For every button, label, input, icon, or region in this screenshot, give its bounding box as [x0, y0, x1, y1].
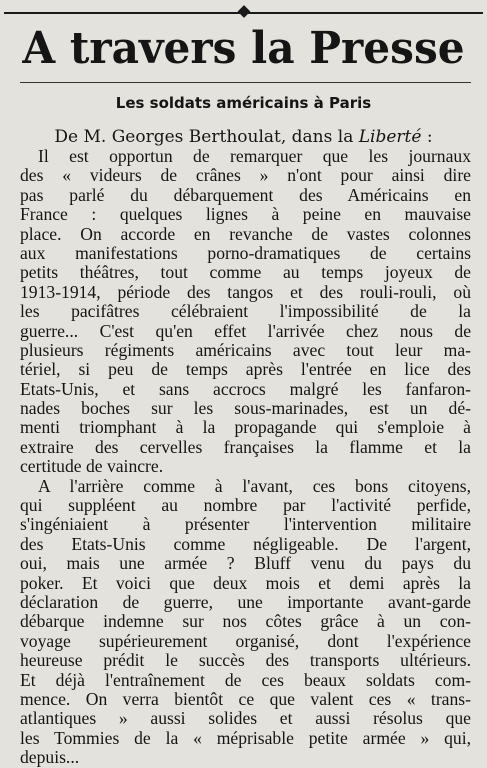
- text-line: extraire des cervelles françaises la flamme et la: [20, 436, 471, 457]
- text-line: menti triomphant à la propagande qui s'emploie à: [20, 417, 471, 438]
- text-line: depuis...: [20, 747, 80, 768]
- article-source-line: [0, 126, 487, 148]
- text-line: Il est opportun de remarquer que les journaux: [38, 146, 471, 166]
- text-line: atlantiques » aussi solides et aussi résolus que: [20, 708, 471, 729]
- top-rule-divider: [4, 10, 483, 16]
- text-line: mence. On verra bientôt ce que valent ces « trans-: [20, 688, 471, 709]
- column-title: A travers la Presse: [22, 23, 465, 74]
- text-line: 1913-1914, période des tangos et des rouli-rouli, où: [20, 281, 471, 302]
- text-line: guerre... C'est qu'en effet l'arrivée chez nous de: [20, 320, 471, 341]
- text-line: débarque indemne sur nos côtes grâce à un con-: [20, 611, 471, 632]
- text-line: Etats-Unis, et sans accrocs malgré les fanfaron-: [20, 378, 471, 399]
- text-line: tériel, si peu de temps après l'entrée en lice des: [20, 359, 471, 380]
- text-line: oui, mais une armée ? Bluff venu du pays du: [20, 553, 471, 574]
- text-line: pas parlé du débarquement des Américains en: [20, 184, 471, 205]
- title-divider: [20, 82, 471, 83]
- article-paragraph: [20, 147, 471, 477]
- source-newspaper-name: Liberté: [358, 127, 422, 147]
- text-line: des Etats-Unis comme négligeable. De l'argent,: [20, 533, 471, 554]
- diamond-ornament-icon: [237, 5, 250, 18]
- text-line: poker. Et voici que deux mois et demi après la: [20, 572, 471, 593]
- article-subtitle: Les soldats américains à Paris: [115, 94, 372, 112]
- text-line: aux manifestations porno-dramatiques de certains: [20, 242, 471, 263]
- text-line: petits théâtres, tout comme au temps joyeux de: [20, 262, 471, 283]
- text-line: des « videurs de crânes » n'ont pour ainsi dire: [20, 165, 471, 186]
- article-body: [20, 147, 471, 768]
- text-line: déclaration de guerre, une importante avant-garde: [20, 591, 471, 612]
- text-line: les pacifâtres célébraient l'impossibilité de la: [20, 301, 471, 322]
- article-paragraph: [20, 477, 471, 768]
- source-suffix: :: [421, 127, 433, 147]
- text-line: certitude de vaincre.: [20, 456, 164, 477]
- text-line: France : quelques lignes à peine en mauvaise: [20, 204, 471, 225]
- text-line: les Tommies de la « méprisable petite armée » qui,: [20, 727, 471, 748]
- text-line: plusieurs régiments américains avec tout leur ma-: [20, 339, 471, 360]
- text-line: s'ingéniaient à présenter l'intervention militaire: [20, 514, 471, 535]
- text-line: A l'arrière comme à l'avant, ces bons citoyens,: [38, 475, 471, 496]
- text-line: place. On accorde en revanche de vastes colonnes: [20, 223, 471, 244]
- text-line: heureuse prédit le succès des transports ultérieurs.: [20, 650, 471, 671]
- text-line: qui suppléent au nombre par l'activité perfide,: [20, 495, 471, 516]
- text-line: nades boches sur les sous-marinades, est un dé-: [20, 398, 471, 419]
- text-line: voyage supérieurement organisé, dont l'expérience: [20, 630, 471, 651]
- text-line: Et déjà l'entraînement de ces beaux soldats com-: [20, 669, 471, 690]
- source-prefix: De M. Georges Berthoulat, dans la: [54, 127, 359, 147]
